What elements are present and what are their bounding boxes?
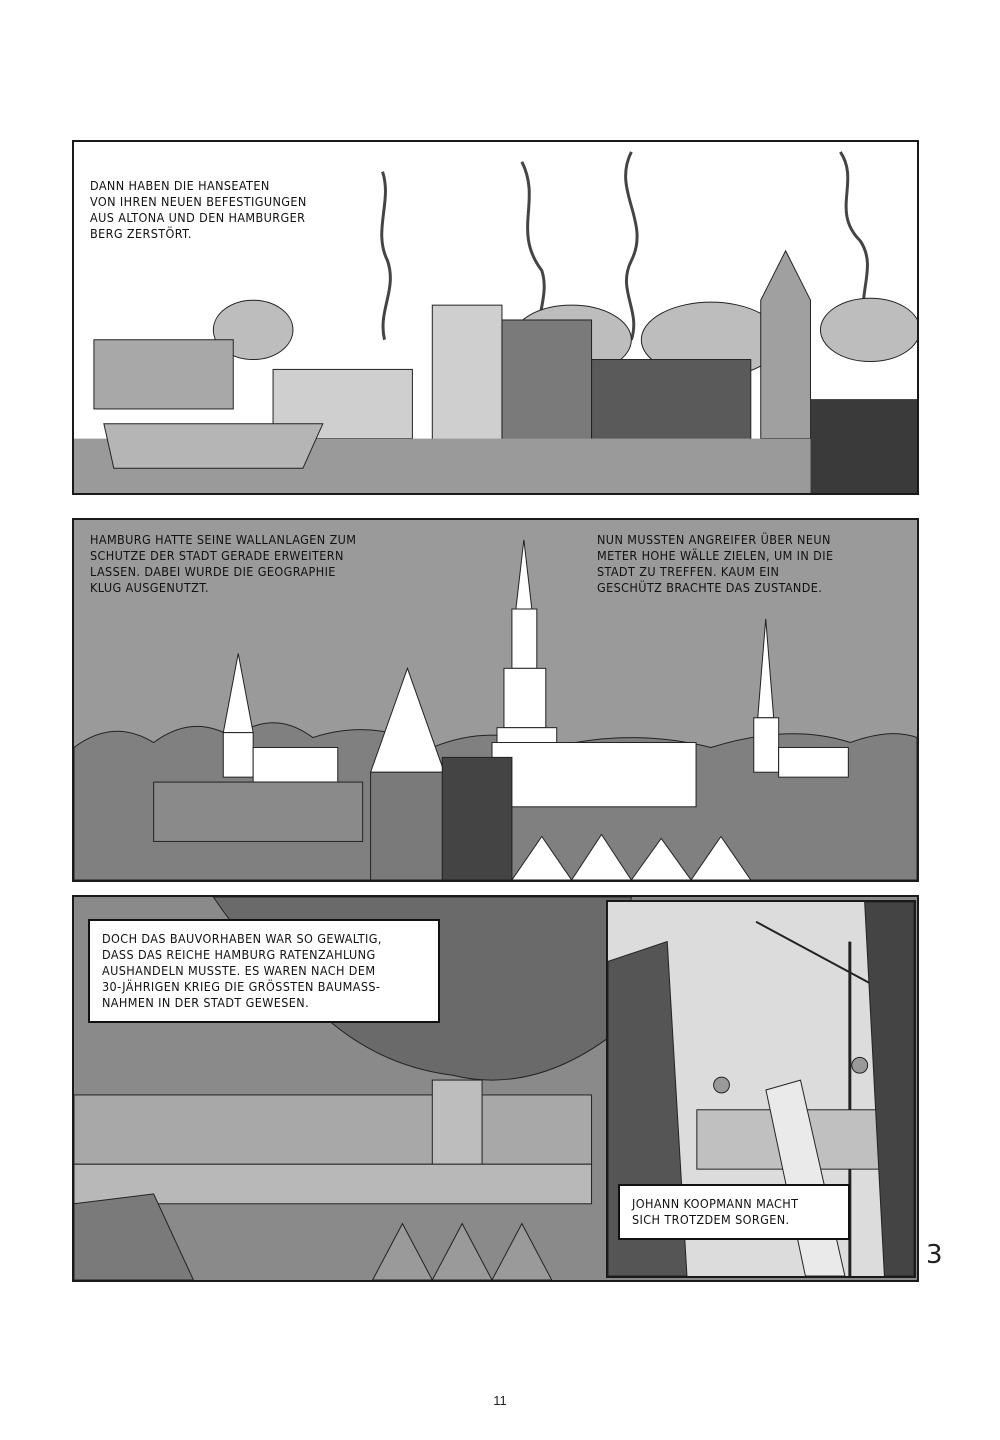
panel-2 <box>72 518 919 882</box>
chapter-mark: 3 <box>926 1240 943 1270</box>
panel-3-caption-main: DOCH DAS BAUVORHABEN WAR SO GEWALTIG, DASS DAS REICHE HAMBURG RATENZAHLUNG AUSHANDELN MUSSTE. ES WAREN NACH DEM 30-JÄHRIGEN KRIEG DIE GRÖSSTEN BAUMASS- NAHMEN IN DER STADT GEWESEN. <box>88 919 440 1023</box>
panel-2-caption-left: HAMBURG HATTE SEINE WALLANLAGEN ZUM SCHUTZE DER STADT GERADE ERWEITERN LASSEN. DABEI WURDE DIE GEOGRAPHIE KLUG AUSGENUTZT. <box>90 532 357 595</box>
panel-1 <box>72 140 919 495</box>
page-number: 11 <box>493 1393 507 1408</box>
panel-1-caption: DANN HABEN DIE HANSEATEN VON IHREN NEUEN BEFESTIGUNGEN AUS ALTONA UND DEN HAMBURGER BERG ZERSTÖRT. <box>90 178 307 241</box>
panel-2-caption-right: NUN MUSSTEN ANGREIFER ÜBER NEUN METER HOHE WÄLLE ZIELEN, UM IN DIE STADT ZU TREFFEN. KAUM EIN GESCHÜTZ BRACHTE DAS ZUSTANDE. <box>597 532 834 595</box>
panel-3 <box>72 895 919 1282</box>
panel-3-caption-inset: JOHANN KOOPMANN MACHT SICH TROTZDEM SORGEN. <box>618 1184 850 1240</box>
